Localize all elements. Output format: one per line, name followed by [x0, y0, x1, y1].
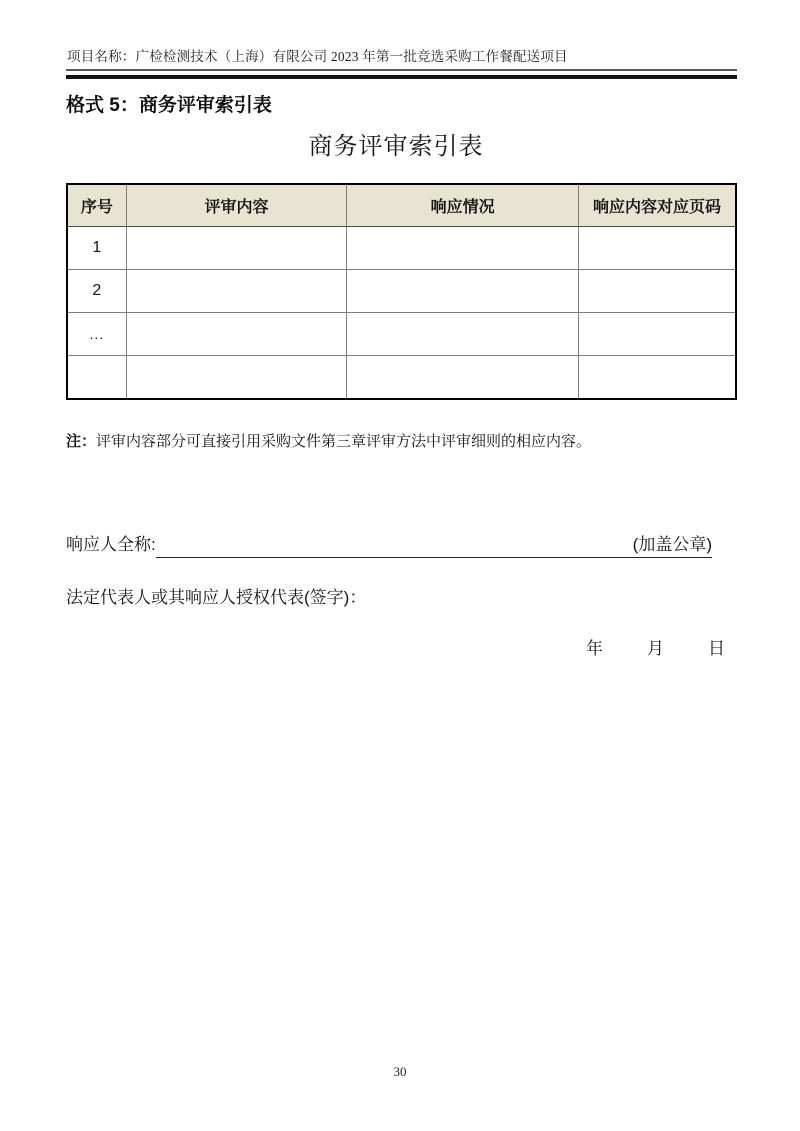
table-cell-no [67, 355, 126, 399]
table-row [67, 269, 736, 312]
date-year-label: 年 [586, 639, 603, 658]
table-row [67, 355, 736, 399]
table-cell-pageref [579, 355, 736, 399]
page-number: 30 [393, 1064, 407, 1079]
table-header-cell-content: 评审内容 [126, 184, 347, 226]
table-cell-pageref [579, 269, 736, 312]
table-cell-response [347, 269, 579, 312]
date-line [586, 634, 725, 659]
note-text: 评审内容部分可直接引用采购文件第三章评审方法中评审细则的相应内容。 [96, 433, 592, 450]
running-header: 项目名称：广检检测技术（上海）有限公司 2023 年第一批竞选采购工作餐配送项目 [67, 49, 568, 64]
table-cell-response [347, 226, 579, 269]
table-header-cell-response: 响应情况 [347, 184, 579, 226]
table-cell-no: ... [67, 312, 126, 355]
table-cell-no: 1 [67, 226, 126, 269]
table-row [67, 312, 736, 355]
table-cell-pageref [579, 312, 736, 355]
date-day-label: 日 [708, 639, 725, 658]
table-cell-response [347, 355, 579, 399]
table-cell-pageref [579, 226, 736, 269]
table-header-row [67, 184, 736, 226]
business-review-index-table [66, 183, 737, 400]
stamp-hint: (加盖公章) [633, 532, 712, 558]
table-cell-content [126, 226, 347, 269]
format-heading: 格式 5：商务评审索引表 [66, 95, 272, 116]
table-cell-content [126, 355, 347, 399]
table-cell-response [347, 312, 579, 355]
table-cell-content [126, 269, 347, 312]
date-month-label: 月 [647, 639, 664, 658]
responder-name-row [66, 532, 712, 558]
page-title: 商务评审索引表 [308, 133, 484, 160]
legal-representative-label: 法定代表人或其响应人授权代表(签字)： [66, 588, 367, 607]
note-label: 注： [66, 433, 97, 450]
table-cell-content [126, 312, 347, 355]
header-rule-thin [66, 69, 737, 71]
table-header-cell-no: 序号 [67, 184, 126, 226]
table-header-cell-pageref: 响应内容对应页码 [579, 184, 736, 226]
table-cell-no: 2 [67, 269, 126, 312]
responder-name-label: 响应人全称: [66, 535, 156, 554]
header-rule-double [66, 75, 737, 79]
note-line [66, 430, 591, 451]
table-row [67, 226, 736, 269]
responder-name-blank [156, 532, 633, 558]
